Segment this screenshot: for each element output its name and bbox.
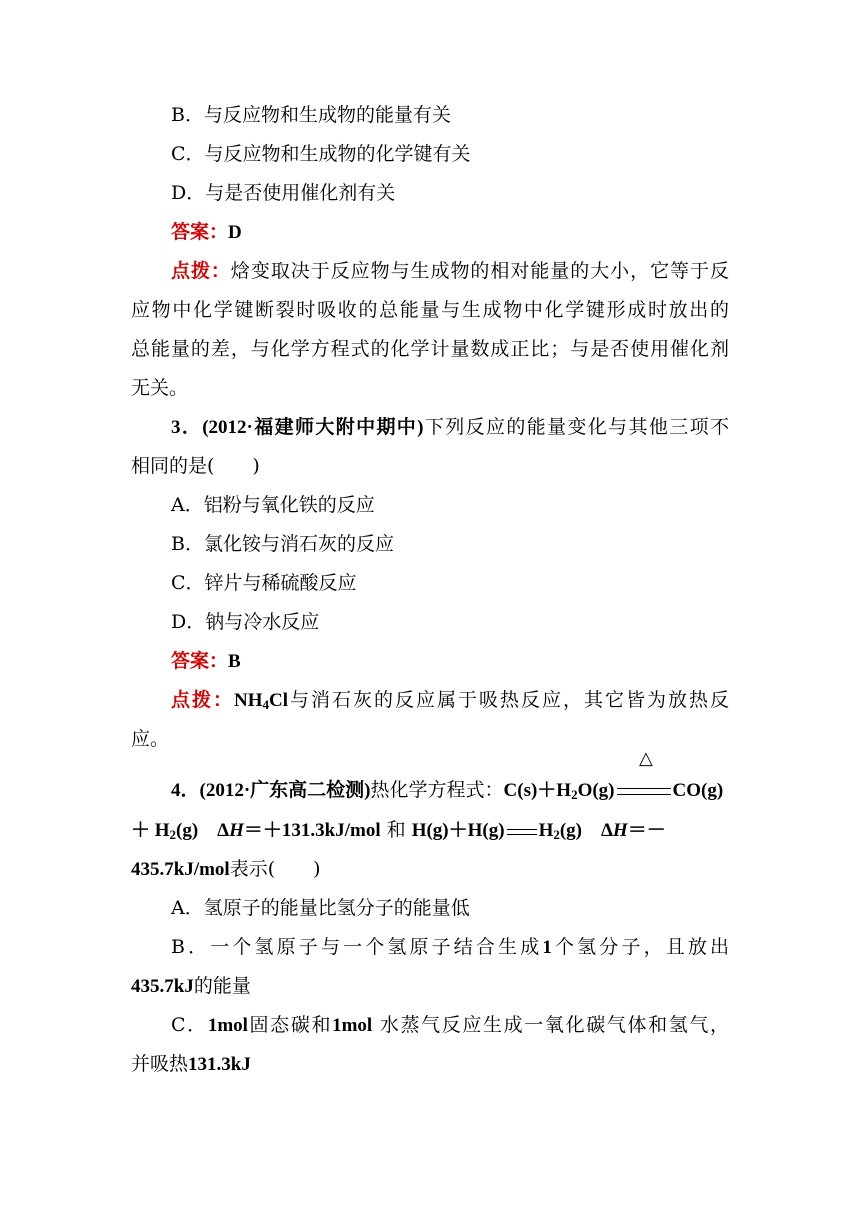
answer-label: 答案： [171, 650, 229, 672]
question-4-line2 [131, 811, 729, 850]
option-text: A．铝粉与氧化铁的反应 [171, 494, 375, 516]
hint-label: 点拨： [171, 689, 234, 711]
option-c-q3 [131, 564, 729, 603]
hint-q2-line4 [131, 369, 729, 408]
option-text: B．与反应物和生成物的能量有关 [171, 104, 451, 126]
hint-q2-line2 [131, 291, 729, 330]
option-text: A．氢原子的能量比氢分子的能量低 [171, 897, 470, 919]
equation-2: H(g)＋H(g) $H_2(g)$ ΔH＝－ [411, 820, 666, 842]
option-a-q4 [131, 889, 729, 928]
option-number: 435.7kJ [131, 976, 194, 997]
question-text: 表示( ) [229, 858, 321, 880]
option-text: D．与是否使用催化剂有关 [171, 182, 396, 204]
option-b-q3 [131, 525, 729, 564]
answer-value: B [228, 651, 241, 672]
equals-sign [617, 788, 671, 795]
equation-1-cont: ＋ $H_2(g)$ ΔH＝＋131.3kJ/mol [131, 820, 381, 842]
option-number: 131.3kJ [188, 1054, 251, 1075]
question-4-line3 [131, 850, 729, 889]
question-text: 下列反应的能量变化与其他三项不 [423, 416, 729, 438]
question-number: 3．(2012·福建师大附中期中) [171, 417, 424, 438]
option-text: C． [171, 1014, 208, 1036]
hint-q2-line1 [131, 252, 729, 291]
option-b-q4-line2 [131, 967, 729, 1006]
option-text: D．钠与冷水反应 [171, 611, 320, 633]
option-d-q2 [131, 174, 729, 213]
option-c-q2 [131, 135, 729, 174]
option-c-q4-line1 [131, 1006, 729, 1045]
hint-label: 点拨： [171, 260, 231, 282]
answer-label: 答案： [171, 221, 229, 243]
equation-1: $C(s)+H_2O(g)$ CO(g) [503, 780, 724, 802]
option-a-q3 [131, 486, 729, 525]
option-d-q3 [131, 603, 729, 642]
question-number: 4．(2012·广东高二检测) [171, 780, 371, 801]
option-number: 1mol [332, 1015, 373, 1036]
question-3-line2 [131, 447, 729, 486]
option-text: 固态碳和 [247, 1014, 333, 1036]
option-text: C．与反应物和生成物的化学键有关 [171, 143, 471, 165]
hint-text: 总能量的差，与化学方程式的化学计量数成正比；与是否使用催化剂 [131, 338, 729, 360]
option-text: 水蒸气反应生成一氧化碳气体和氢气， [372, 1014, 729, 1036]
option-text: 并吸热 [131, 1053, 189, 1075]
option-text: B．氯化铵与消石灰的反应 [171, 533, 394, 555]
option-text: B．一个氢原子与一个氢原子结合生成 [171, 936, 543, 958]
heat-triangle-icon: △ [639, 748, 653, 769]
equals-sign [507, 829, 537, 835]
option-text: 个氢分子，且放出 [551, 936, 729, 958]
hint-text: 无关。 [131, 377, 189, 399]
formula-nh4cl: $NH_4Cl$ [234, 690, 288, 712]
hint-text: 与消石灰的反应属于吸热反应，其它皆为放热反 [288, 689, 729, 711]
enthalpy-value: 435.7kJ/mol [131, 859, 230, 880]
question-4-line1 [131, 748, 729, 811]
hint-q3-line1 [131, 681, 729, 720]
conjunction: 和 [380, 819, 412, 841]
question-text: 热化学方程式： [370, 779, 504, 801]
hint-text: 焓变取决于反应物与生成物的相对能量的大小，它等于反 [230, 260, 729, 282]
option-number: 1 [542, 937, 552, 958]
hint-q2-line3 [131, 330, 729, 369]
option-number: 1mol [207, 1015, 248, 1036]
option-text: C．锌片与稀硫酸反应 [171, 572, 357, 594]
option-b-q4-line1 [131, 928, 729, 967]
option-c-q4-line2 [131, 1045, 729, 1084]
hint-text: 应。 [131, 728, 170, 750]
option-text: 的能量 [193, 975, 251, 997]
answer-q2 [131, 213, 729, 252]
hint-text: 应物中化学键断裂时吸收的总能量与生成物中化学键形成时放出的 [131, 299, 729, 321]
question-text: 相同的是( ) [131, 455, 260, 477]
document-page [131, 96, 729, 1084]
answer-q3 [131, 642, 729, 681]
question-3-line1 [131, 408, 729, 447]
option-b-q2 [131, 96, 729, 135]
answer-value: D [228, 222, 242, 243]
